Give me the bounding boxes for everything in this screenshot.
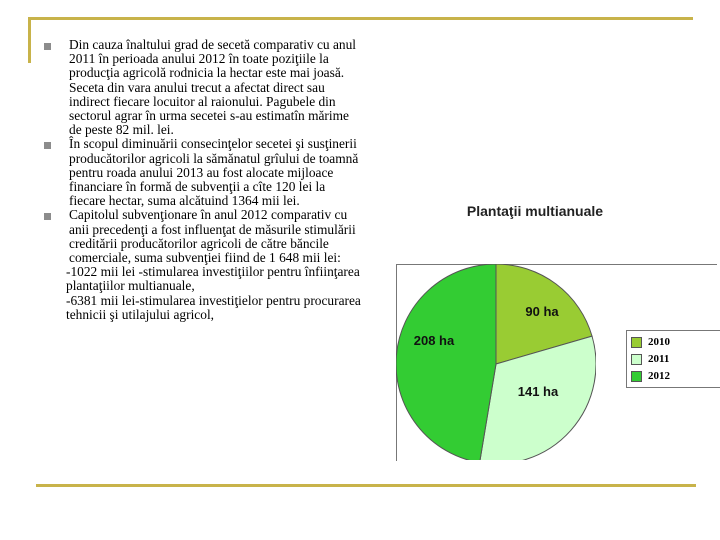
slice-label-2010: 90 ha <box>525 304 559 319</box>
legend-label-2011: 2011 <box>648 353 670 365</box>
chart-legend <box>626 330 720 388</box>
legend-entry-2012 <box>631 369 670 383</box>
bullet-paragraph-1 <box>44 38 364 137</box>
bullet-text-2: În scopul diminuării consecinţelor secetei şi susţinerii producătorilor agricoli la sămănatul grîului de toamnă pentru roada anului 2013 au fost alocate mijloace financiare în formă de subvenţii a cîte 120 lei la fiecare hectar, suma alcătuind 1364 mii lei. <box>69 136 359 209</box>
legend-entry-2010 <box>631 335 670 349</box>
bullet-paragraph-3 <box>44 208 364 265</box>
decorative-bottom-line <box>36 484 696 487</box>
bullet-square-icon <box>44 43 51 50</box>
sub-line-2: -6381 mii lei-stimularea investiţielor pentru procurarea tehnicii şi utilajului agricol, <box>66 292 361 322</box>
pie-chart <box>396 264 596 460</box>
legend-swatch-2011 <box>631 354 642 365</box>
legend-swatch-2010 <box>631 337 642 348</box>
bullet-text-3: Capitolul subvenţionare în anul 2012 comparativ cu anii precedenţi a fost influenţat de măsurile stimulării creditării producătorilor agricoli de către băncile comerciale, suma subvenţiei fiind de 1 648 mii lei: <box>69 207 356 266</box>
pie-slice-2012 <box>396 264 496 460</box>
bullet-square-icon <box>44 142 51 149</box>
text-content <box>44 38 364 322</box>
bullet-paragraph-2 <box>44 137 364 208</box>
bullet-text-1: Din cauza înaltului grad de secetă comparativ cu anul 2011 în perioada anului 2012 în toate poziţiile la producţia agricolă rodnicia la hectar este mai joasă. Seceta din vara anului trecut a afectat direct sau indirect fiecare locuitor al raionului. Pagubele din sectorul agrar în urma secetei s-au estimatîn mărime de peste 82 mil. lei. <box>69 37 357 138</box>
chart-title: Plantaţii multianuale <box>466 203 604 219</box>
decorative-left-line <box>28 17 31 63</box>
legend-label-2010: 2010 <box>648 336 670 348</box>
legend-swatch-2012 <box>631 371 642 382</box>
sub-line-1: -1022 mii lei -stimularea investiţiilor pentru înfiinţarea plantaţiilor multianuale, <box>66 264 360 294</box>
legend-label-2012: 2012 <box>648 370 670 382</box>
slice-label-2011: 141 ha <box>517 384 559 399</box>
decorative-top-line <box>28 17 693 20</box>
legend-entry-2011 <box>631 352 669 366</box>
bullet-square-icon <box>44 213 51 220</box>
slice-label-2012: 208 ha <box>413 333 455 348</box>
